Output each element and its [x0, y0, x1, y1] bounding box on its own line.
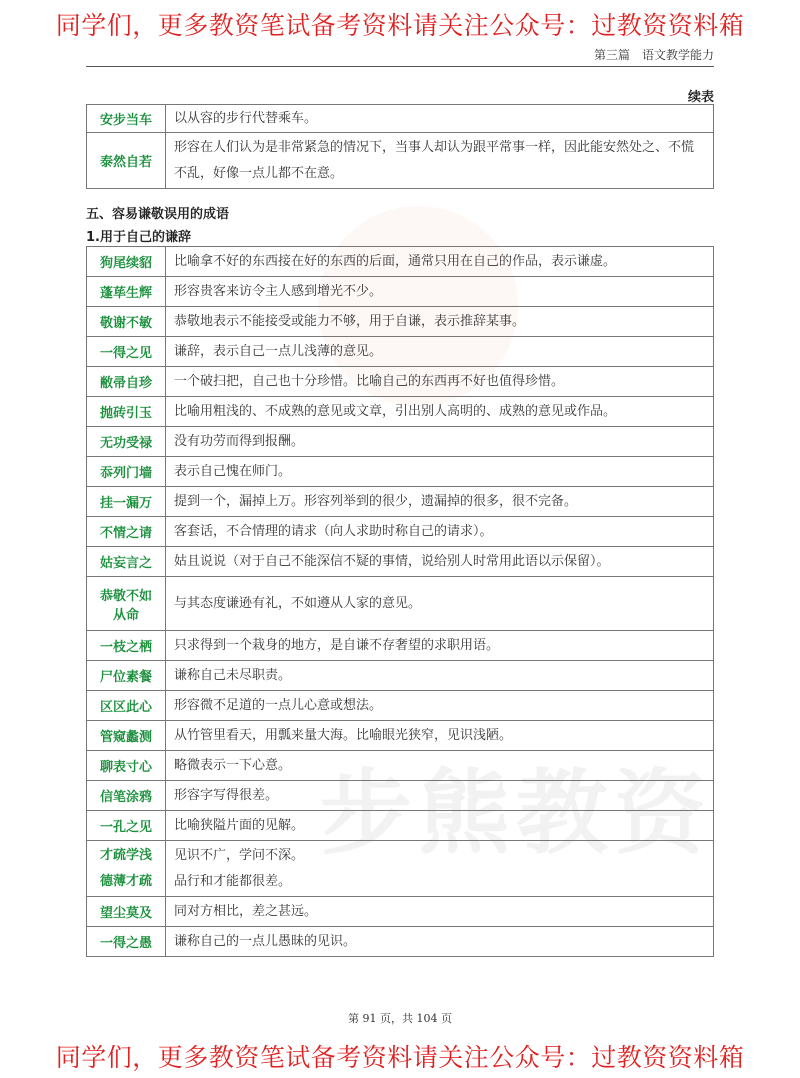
chapter-heading: 第三篇 语文教学能力 [593, 48, 714, 62]
idiom-term: 尸位素餐 [87, 661, 166, 691]
table-row [87, 367, 714, 397]
table-row [87, 691, 714, 721]
idiom-definition: 谦称自己未尽职责。 [166, 661, 714, 691]
idiom-term: 望尘莫及 [87, 897, 166, 927]
idiom-term: 敬谢不敏 [87, 307, 166, 337]
idiom-term: 忝列门墙 [87, 457, 166, 487]
idiom-definition: 略微表示一下心意。 [166, 751, 714, 781]
idiom-definition: 形容微不足道的一点儿心意或想法。 [166, 691, 714, 721]
idiom-definition: 形容在人们认为是非常紧急的情况下，当事人却认为跟平常事一样，因此能安然处之、不慌不乱，好像一点儿都不在意。 [166, 133, 714, 189]
idiom-definition: 谦称自己的一点儿愚昧的见识。 [166, 927, 714, 957]
top-banner: 同学们，更多教资笔试备考资料请关注公众号：过教资资料箱 [55, 11, 745, 40]
idiom-definition: 没有功劳而得到报酬。 [166, 427, 714, 457]
idiom-definition: 表示自己愧在师门。 [166, 457, 714, 487]
idiom-term: 不情之请 [87, 517, 166, 547]
idiom-definition: 从竹管里看天，用瓢来量大海。比喻眼光狭窄，见识浅陋。 [166, 721, 714, 751]
idiom-term: 无功受禄 [87, 427, 166, 457]
table-row [87, 547, 714, 577]
table-row [87, 631, 714, 661]
idiom-definition: 与其态度谦逊有礼，不如遵从人家的意见。 [166, 577, 714, 631]
idiom-term: 区区此心 [87, 691, 166, 721]
table-row [87, 927, 714, 957]
table-row [87, 897, 714, 927]
table-row [87, 133, 714, 189]
idiom-term: 才疏学浅 [99, 847, 152, 863]
idiom-term: 信笔涂鸦 [87, 781, 166, 811]
idiom-term: 一孔之见 [87, 811, 166, 841]
continued-idiom-table [86, 104, 714, 189]
idiom-definition: 比喻拿不好的东西接在好的东西的后面，通常只用在自己的作品，表示谦虚。 [166, 247, 714, 277]
humble-idiom-table [86, 246, 714, 957]
idiom-definition: 比喻用粗浅的、不成熟的意见或文章，引出别人高明的、成熟的意见或作品。 [166, 397, 714, 427]
table-row [87, 811, 714, 841]
page-number: 第 91 页，共 104 页 [348, 1012, 452, 1025]
idiom-definition: 同对方相比，差之甚远。 [166, 897, 714, 927]
table-row [87, 721, 714, 751]
idiom-definition: 形容贵客来访令主人感到增光不少。 [166, 277, 714, 307]
idiom-definition: 形容字写得很差。 [166, 781, 714, 811]
idiom-term: 敝帚自珍 [87, 367, 166, 397]
idiom-definition: 姑且说说（对于自己不能深信不疑的事情，说给别人时常用此语以示保留）。 [166, 547, 714, 577]
table-row [87, 337, 714, 367]
idiom-term: 抛砖引玉 [87, 397, 166, 427]
idiom-term: 姑妄言之 [87, 547, 166, 577]
idiom-definition: 以从容的步行代替乘车。 [166, 105, 714, 133]
section-title: 五、容易谦敬误用的成语 [86, 207, 230, 222]
table-row [87, 307, 714, 337]
subsection-title: 1.用于自己的谦辞 [86, 230, 191, 245]
table-row [87, 781, 714, 811]
idiom-term: 安步当车 [87, 105, 166, 133]
table-row [87, 517, 714, 547]
idiom-term: 蓬荜生辉 [87, 277, 166, 307]
idiom-definition: 比喻狭隘片面的见解。 [166, 811, 714, 841]
table-row [87, 277, 714, 307]
idiom-term: 一得之见 [87, 337, 166, 367]
table-row [87, 577, 714, 631]
idiom-term: 管窥蠡测 [87, 721, 166, 751]
table-row [87, 247, 714, 277]
table-row [87, 751, 714, 781]
idiom-term: 聊表寸心 [87, 751, 166, 781]
idiom-term: 一枝之栖 [87, 631, 166, 661]
header-rule [86, 66, 714, 67]
idiom-term-pair [87, 841, 166, 897]
idiom-definition: 品行和才能都很差。 [174, 873, 292, 889]
idiom-term: 恭敬不如从命 [87, 577, 166, 631]
idiom-term: 一得之愚 [87, 927, 166, 957]
idiom-definition: 提到一个，漏掉上万。形容列举到的很少，遗漏掉的很多，很不完备。 [166, 487, 714, 517]
idiom-definition: 见识不广，学问不深。 [174, 847, 305, 863]
table-row [87, 661, 714, 691]
idiom-term: 泰然自若 [87, 133, 166, 189]
continued-label: 续表 [687, 90, 714, 105]
table-row [87, 397, 714, 427]
bottom-banner: 同学们，更多教资笔试备考资料请关注公众号：过教资资料箱 [55, 1043, 745, 1072]
idiom-definition: 客套话，不合情理的请求（向人求助时称自己的请求）。 [166, 517, 714, 547]
idiom-definition: 恭敬地表示不能接受或能力不够，用于自谦，表示推辞某事。 [166, 307, 714, 337]
idiom-definition: 一个破扫把，自己也十分珍惜。比喻自己的东西再不好也值得珍惜。 [166, 367, 714, 397]
idiom-definition-pair [166, 841, 714, 897]
idiom-term: 德薄才疏 [99, 873, 152, 889]
table-row [87, 457, 714, 487]
idiom-definition: 只求得到一个栽身的地方，是自谦不存奢望的求职用语。 [166, 631, 714, 661]
table-row [87, 487, 714, 517]
idiom-term: 狗尾续貂 [87, 247, 166, 277]
table-row [87, 427, 714, 457]
idiom-term: 挂一漏万 [87, 487, 166, 517]
idiom-definition: 谦辞，表示自己一点儿浅薄的意见。 [166, 337, 714, 367]
table-row [87, 841, 714, 897]
table-row [87, 105, 714, 133]
watermark-text: 步熊教资 [320, 760, 713, 867]
